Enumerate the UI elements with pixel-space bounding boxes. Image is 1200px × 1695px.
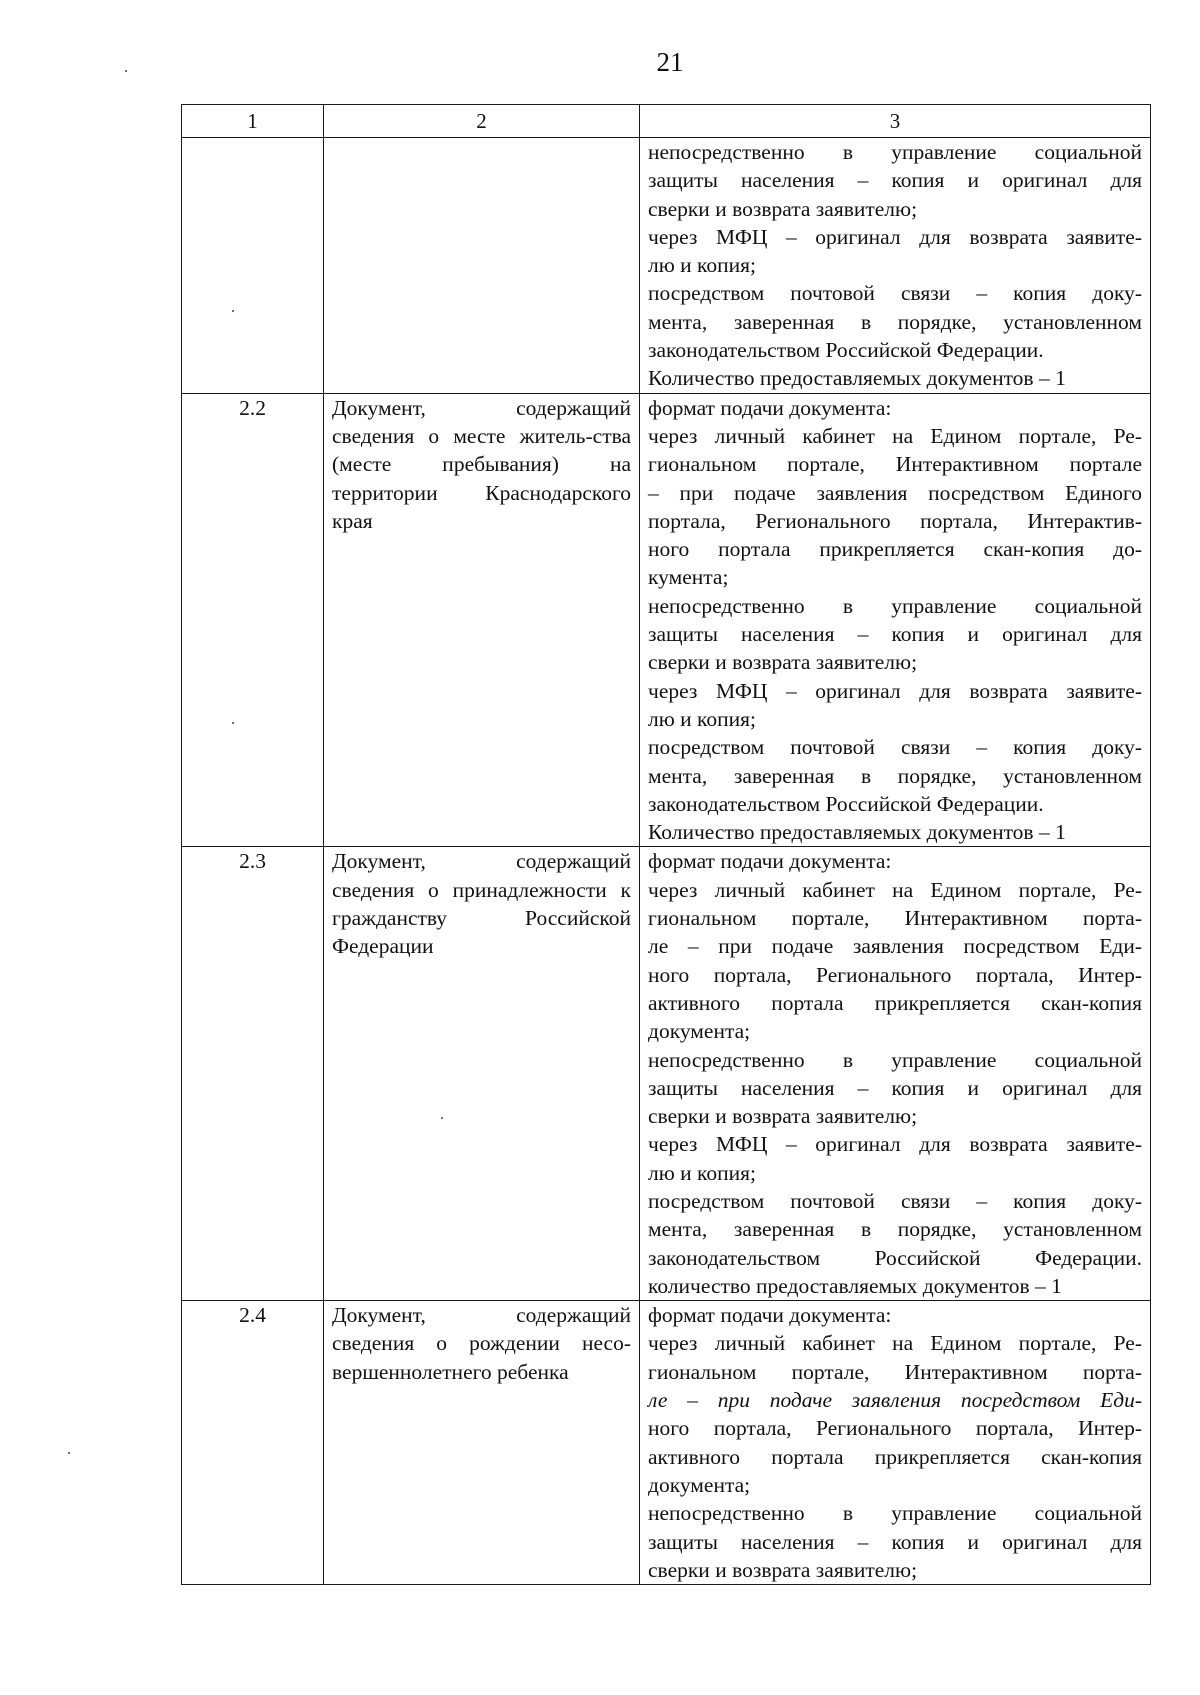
detail-line: законодательством Российской Федерации. (648, 338, 1044, 363)
scan-speck (125, 70, 127, 72)
table-body (182, 138, 1151, 1585)
detail-line: кумента; (648, 565, 729, 590)
scan-speck (68, 1452, 70, 1454)
detail-line: через МФЦ – оригинал для возврата заявите- (648, 224, 1142, 249)
detail-line: формат подачи документа: (648, 1303, 892, 1328)
detail-line: ле – при подаче заявления посредством Еди- (648, 934, 1142, 959)
column-header: 2 (324, 105, 640, 138)
detail-line: защиты населения – копия и оригинал для (648, 622, 1142, 647)
detail-line: посредством почтовой связи – копия доку- (648, 735, 1142, 760)
document-name-cell: Документ, содержащий сведения о рождении несо-вершеннолетнего ребенка (324, 1301, 640, 1585)
detail-line: законодательством Российской Федерации. (648, 791, 1044, 816)
column-header: 1 (182, 105, 324, 138)
detail-line: сверки и возврата заявителю; (648, 650, 918, 675)
scan-speck (232, 722, 234, 724)
submission-details-cell (640, 1301, 1151, 1585)
submission-details-cell (640, 847, 1151, 1301)
detail-line: через МФЦ – оригинал для возврата заявите- (648, 1132, 1142, 1157)
detail-line: сверки и возврата заявителю; (648, 1104, 918, 1129)
detail-line: активного портала прикрепляется скан-копия (648, 990, 1142, 1015)
detail-line: мента, заверенная в порядке, установленном (648, 1217, 1142, 1242)
detail-line: посредством почтовой связи – копия доку- (648, 281, 1142, 306)
detail-line: ного портала, Регионального портала, Интер- (648, 962, 1142, 987)
row-number-cell (182, 138, 324, 394)
table-header-row (182, 105, 1151, 138)
detail-line: документа; (648, 1019, 751, 1044)
document-name-cell: Документ, содержащий сведения о месте житель-ства (месте пребывания) на территории Краснодарского края (324, 393, 640, 847)
detail-line: формат подачи документа: (648, 395, 892, 420)
table-row (182, 847, 1151, 1301)
detail-line: через личный кабинет на Едином портале, Ре- (648, 1331, 1142, 1356)
detail-line: Количество предоставляемых документов – 1 (648, 820, 1066, 845)
detail-line: мента, заверенная в порядке, установленном (648, 309, 1142, 334)
detail-line: законодательством Российской Федерации. (648, 1245, 1142, 1270)
detail-line: защиты населения – копия и оригинал для (648, 1075, 1142, 1100)
detail-line: ного портала прикрепляется скан-копия до- (648, 537, 1142, 562)
scan-speck (441, 1117, 443, 1119)
detail-line: сверки и возврата заявителю; (648, 196, 918, 221)
document-name-cell: Документ, содержащий сведения о принадлежности к гражданству Российской Федерации (324, 847, 640, 1301)
detail-line: лю и копия; (648, 706, 757, 731)
detail-line: гиональном портале, Интерактивном порта- (648, 1359, 1142, 1384)
detail-line: через личный кабинет на Едином портале, Ре- (648, 423, 1142, 448)
page-number: 21 (656, 47, 684, 77)
row-number-cell: 2.3 (182, 847, 324, 1301)
detail-line: сверки и возврата заявителю; (648, 1557, 918, 1582)
detail-line: непосредственно в управление социальной (648, 1501, 1142, 1526)
detail-line: мента, заверенная в порядке, установленном (648, 763, 1142, 788)
detail-line: количество предоставляемых документов – 1 (648, 1273, 1062, 1298)
detail-line: защиты населения – копия и оригинал для (648, 1529, 1142, 1554)
detail-line: документа; (648, 1472, 751, 1497)
detail-line: непосредственно в управление социальной (648, 593, 1142, 618)
detail-line: – при подаче заявления посредством Единого (648, 480, 1142, 505)
detail-line: ного портала, Регионального портала, Интер- (648, 1416, 1142, 1441)
detail-line: через личный кабинет на Едином портале, Ре- (648, 877, 1142, 902)
table-row (182, 393, 1151, 847)
detail-line: активного портала прикрепляется скан-копия (648, 1444, 1142, 1469)
submission-details-cell (640, 393, 1151, 847)
detail-line: гиональном портале, Интерактивном порта- (648, 906, 1142, 931)
detail-line: непосредственно в управление социальной (648, 1047, 1142, 1072)
requirements-table (181, 104, 1151, 1585)
row-number-cell: 2.2 (182, 393, 324, 847)
table-row (182, 138, 1151, 394)
detail-line: ле – при подаче заявления посредством Еди- (648, 1388, 1142, 1413)
detail-line: портала, Регионального портала, Интерактив- (648, 508, 1142, 533)
detail-line: через МФЦ – оригинал для возврата заявите- (648, 678, 1142, 703)
detail-line: посредством почтовой связи – копия доку- (648, 1188, 1142, 1213)
detail-line: защиты населения – копия и оригинал для (648, 168, 1142, 193)
detail-line: формат подачи документа: (648, 849, 892, 874)
submission-details-cell (640, 138, 1151, 394)
scan-speck (232, 310, 234, 312)
detail-line: гиональном портале, Интерактивном портале (648, 452, 1142, 477)
detail-line: Количество предоставляемых документов – 1 (648, 366, 1066, 391)
document-name-cell (324, 138, 640, 394)
detail-line: лю и копия; (648, 253, 757, 278)
detail-line: непосредственно в управление социальной (648, 140, 1142, 164)
column-header: 3 (640, 105, 1151, 138)
detail-line: лю и копия; (648, 1160, 757, 1185)
row-number-cell: 2.4 (182, 1301, 324, 1585)
table-row (182, 1301, 1151, 1585)
